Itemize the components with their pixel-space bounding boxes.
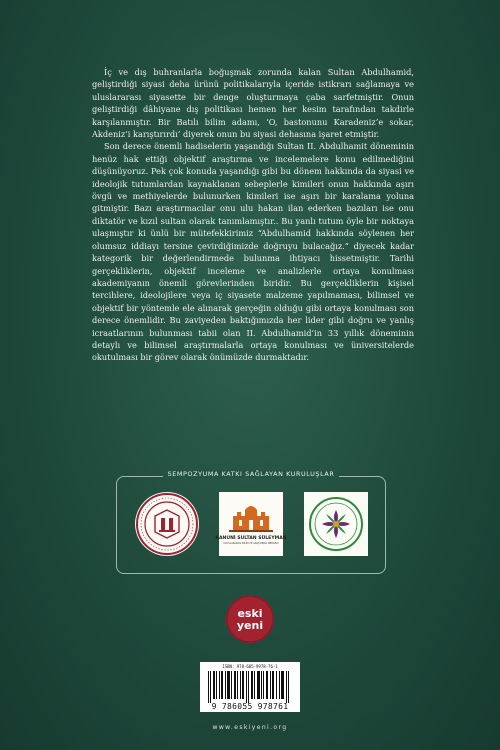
sponsor-heading-text: SEMPOZYUMA KATKI SAĞLAYAN KURULUŞLAR [163,470,340,478]
kanuni-logo-subtitle: ULUSLARARASI BİLİM VE ARAŞTIRMA MERKEZİ [223,542,279,545]
society-emblem-logo [304,492,368,556]
kanuni-logo-title: KANUNİ SULTAN SÜLEYMAN [215,536,287,541]
sponsor-box [116,470,386,574]
university-seal-logo [135,492,199,556]
isbn-barcode [200,662,300,712]
publisher-logo-word-2: yeni [236,619,264,632]
paragraph-2: Son derece önemli hadiselerin yaşandığı Sultan II. Abdulhamit döneminin henüz hak ettiği objektif araştırma ve incelemelere konu edilmediğini düşünüyoruz. Pek çok konuda yaşandığı gibi bu dönem hakkında da siyasi ve ideolojik tutumlardan kaynaklanan sebeplerle kimileri onun hakkında aşırı övgü ve methiyelerde bulunurken kimileri ise aşırı bir karalama yoluna gitmiştir. Bazı araştırmacılar onu ulu hakan ilan ederken bazıları ise onu diktatör ve kızıl sultan olarak tanımlamıştır.. Bu yanlı tutum öyle bir noktaya ulaşmıştır ki ünlü bir mütefekkirimiz “Abdulhamid hakkında söylenen her olumsuz iddiayı tersine çevirdiğimizde doğruyu bulacağız.” diyecek kadar kategorik bir değerlendirmede bulunma ihtiyacı hissetmiştir. Tarihi gerçekliklerin, objektif inceleme ve analizlerle ortaya konulması akademiyanın önemli görevlerinden biridir. Bu gerçekliklerin kişisel tercihlere, ideolojilere veya iç siyasete malzeme yapılmaması, bilimsel ve objektif bir yöntemle ele alınarak gerçeğin olduğu gibi ortaya konulması son derece önemlidir. Bu zaviyeden baktığımızda her lider gibi doğru ve yanlış icraatlarının bulunması tabii olan II. Abdulhamid’in 33 yıllık döneminin detaylı ve bilimsel araştırmalarla ortaya konulması ve üniversitelerde okutulması bir görev olarak önümüzde durmaktadır. [92,141,414,363]
isbn-label: ISBN: 978-605-9978-76-1 [222,664,278,669]
barcode-number: 9 786055 978761 [211,702,289,711]
sponsor-heading [117,470,385,478]
publisher-logo-word-1: eski [237,607,263,620]
kanuni-center-logo [215,492,287,556]
publisher-website: www.eskiyeni.org [212,724,288,731]
back-cover-text [92,66,414,364]
eskiyeni-publisher-logo [226,595,274,643]
paragraph-1: İç ve dış buhranlarla boğuşmak zorunda kalan Sultan Abdulhamid, geliştirdiği siyasi deha ürünü politikalarıyla içeride istikrarı sağlamaya ve uluslararası siyasette bir denge oluşturmaya çaba sarfetmiştir. Onun geliştirdiği dâhiyane dış politikası hemen her kesim tarafından takdirle karşılanmıştır. Bir Batılı bilim adamı, ‘O, bastonunu Karadeniz’e sokar, Akdeniz’i karıştırırdı’ diyerek onun bu siyasi dehasına işaret etmiştir. [92,67,414,140]
